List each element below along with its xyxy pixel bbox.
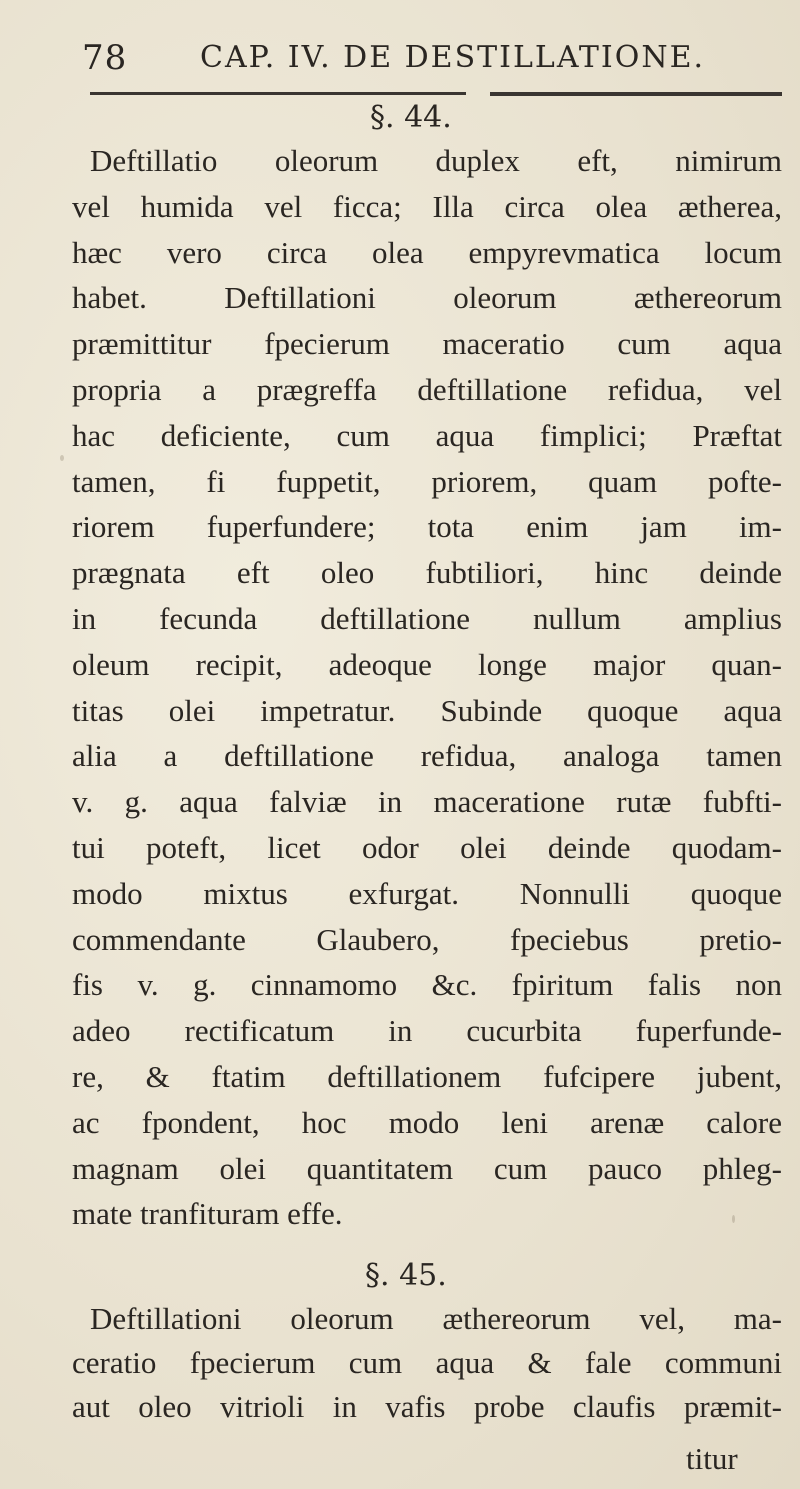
text-line: magnam olei quantitatem cum pauco phleg-: [72, 1150, 782, 1186]
page-number: 78: [82, 38, 128, 78]
text-line: tui poteft, licet odor olei deinde quodam-: [72, 830, 782, 865]
section-heading-45: §. 45.: [365, 1258, 447, 1293]
text-line: commendante Glaubero, fpeciebus pretio-: [72, 921, 782, 957]
text-line: propria a prægreffa deftillatione refidua, vel: [72, 372, 782, 407]
text-line: ceratio fpecierum cum aqua & fale communi: [72, 1345, 782, 1380]
text-line: ac fpondent, hoc modo leni arenæ calore: [72, 1104, 782, 1140]
paper-speck: [732, 1215, 735, 1223]
text-line: mate tranfituram effe.: [72, 1196, 343, 1232]
text-line: habet. Deftillationi oleorum æthereorum: [72, 280, 782, 316]
text-line: alia a deftillatione refidua, analoga tamen: [72, 738, 782, 774]
running-title: CAP. IV. DE DESTILLATIONE.: [200, 40, 706, 75]
text-line: v. g. aqua falviæ in maceratione rutæ fubfti-: [72, 784, 782, 820]
text-line: hac deficiente, cum aqua fimplici; Præftat: [72, 417, 782, 453]
text-line: titas olei impetratur. Subinde quoque aqua: [72, 692, 782, 728]
text-line: præmittitur fpecierum maceratio cum aqua: [72, 326, 782, 362]
text-line: in fecunda deftillatione nullum amplius: [72, 601, 782, 636]
text-line: Deftillatio oleorum duplex eft, nimirum: [90, 143, 782, 178]
section-heading-44: §. 44.: [370, 100, 452, 135]
text-line: adeo rectificatum in cucurbita fuperfunde-: [72, 1013, 782, 1049]
text-line: Deftillationi oleorum æthereorum vel, ma-: [90, 1301, 782, 1336]
catchword: titur: [686, 1441, 738, 1476]
paper-speck: [60, 455, 64, 461]
text-line: oleum recipit, adeoque longe major quan-: [72, 646, 782, 682]
text-line: vel humida vel ficca; Illa circa olea ætherea,: [72, 188, 782, 224]
text-line: aut oleo vitrioli in vafis probe claufis præmit-: [72, 1389, 782, 1424]
page-header: [82, 38, 722, 82]
text-line: prægnata eft oleo fubtiliori, hinc deinde: [72, 555, 782, 591]
text-line: tamen, fi fuppetit, priorem, quam pofte-: [72, 463, 782, 499]
header-rule-left: [90, 92, 466, 95]
header-rule-right: [490, 92, 782, 96]
text-line: re, & ftatim deftillationem fufcipere jubent,: [72, 1059, 782, 1094]
text-line: modo mixtus exfurgat. Nonnulli quoque: [72, 875, 782, 911]
text-line: hæc vero circa olea empyrevmatica locum: [72, 234, 782, 270]
text-line: fis v. g. cinnamomo &c. fpiritum falis non: [72, 967, 782, 1003]
text-line: riorem fuperfundere; tota enim jam im-: [72, 509, 782, 545]
